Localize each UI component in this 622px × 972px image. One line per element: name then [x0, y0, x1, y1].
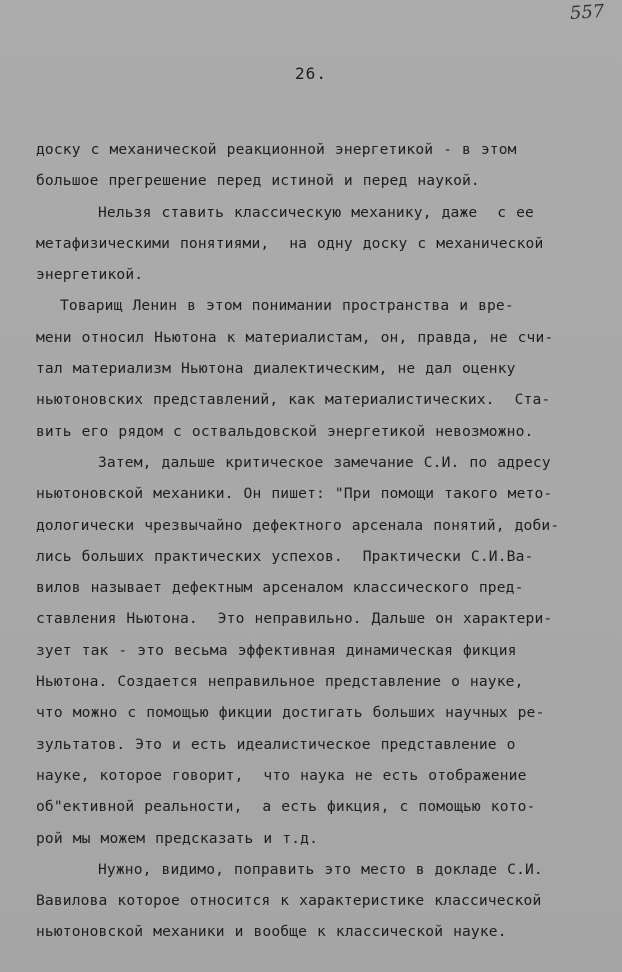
text-line: метафизическими понятиями, на одну доску с механической	[36, 234, 544, 252]
text-line: об"ективной реальности, а есть фикция, с помощью кото-	[36, 798, 536, 816]
archive-folio-number: 557	[568, 0, 605, 25]
text-line: Товарищ Ленин в этом понимании пространства и вре-	[60, 297, 514, 315]
text-line: дологически чрезвычайно дефектного арсенала понятий, доби-	[36, 516, 560, 534]
text-line: ньютоновских представлений, как материалистических. Ста-	[36, 391, 551, 409]
text-line: что можно с помощью фикции достигать больших научных ре-	[36, 704, 545, 722]
text-line: лись больших практических успехов. Практически С.И.Ва-	[36, 547, 534, 565]
text-line: зультатов. Это и есть идеалистическое представление о	[36, 735, 516, 753]
text-line: науке, которое говорит, что наука не есть отображение	[36, 766, 527, 784]
text-line: энергетикой.	[36, 266, 144, 284]
text-line: ньютоновской механики и вообще к классической науке.	[36, 923, 507, 941]
text-line: рой мы можем предсказать и т.д.	[36, 829, 319, 847]
text-line: Затем, дальше критическое замечание С.И. по адресу	[98, 453, 551, 471]
text-line: большое прегрешение перед истиной и перед наукой.	[36, 172, 480, 190]
text-line: зует так - это весьма эффективная динамическая фикция	[36, 641, 517, 659]
text-line: мени относил Ньютона к материалистам, он, правда, не счи-	[36, 328, 554, 346]
text-line: Нужно, видимо, поправить это место в докладе С.И.	[98, 860, 543, 878]
text-line: ньютоновской механики. Он пишет: "При помощи такого мето-	[36, 485, 553, 503]
page-number: 26.	[295, 64, 327, 83]
text-line: ставления Ньютона. Это неправильно. Дальше он характери-	[36, 610, 553, 628]
text-line: Ньютона. Создается неправильное представление о науке,	[36, 673, 524, 691]
text-line: Нельзя ставить классическую механику, даже с ее	[98, 203, 534, 221]
text-line: доску с механической реакционной энергетикой - в этом	[36, 141, 517, 158]
document-body	[36, 134, 596, 948]
text-line: тал материализм Ньютона диалектическим, не дал оценку	[36, 360, 516, 378]
text-line: вить его рядом с оствальдовской энергетикой невозможно.	[36, 422, 534, 440]
text-line: вилов называет дефектным арсеналом классического пред-	[36, 579, 524, 597]
text-line: Вавилова которое относится к характеристике классической	[36, 892, 542, 910]
